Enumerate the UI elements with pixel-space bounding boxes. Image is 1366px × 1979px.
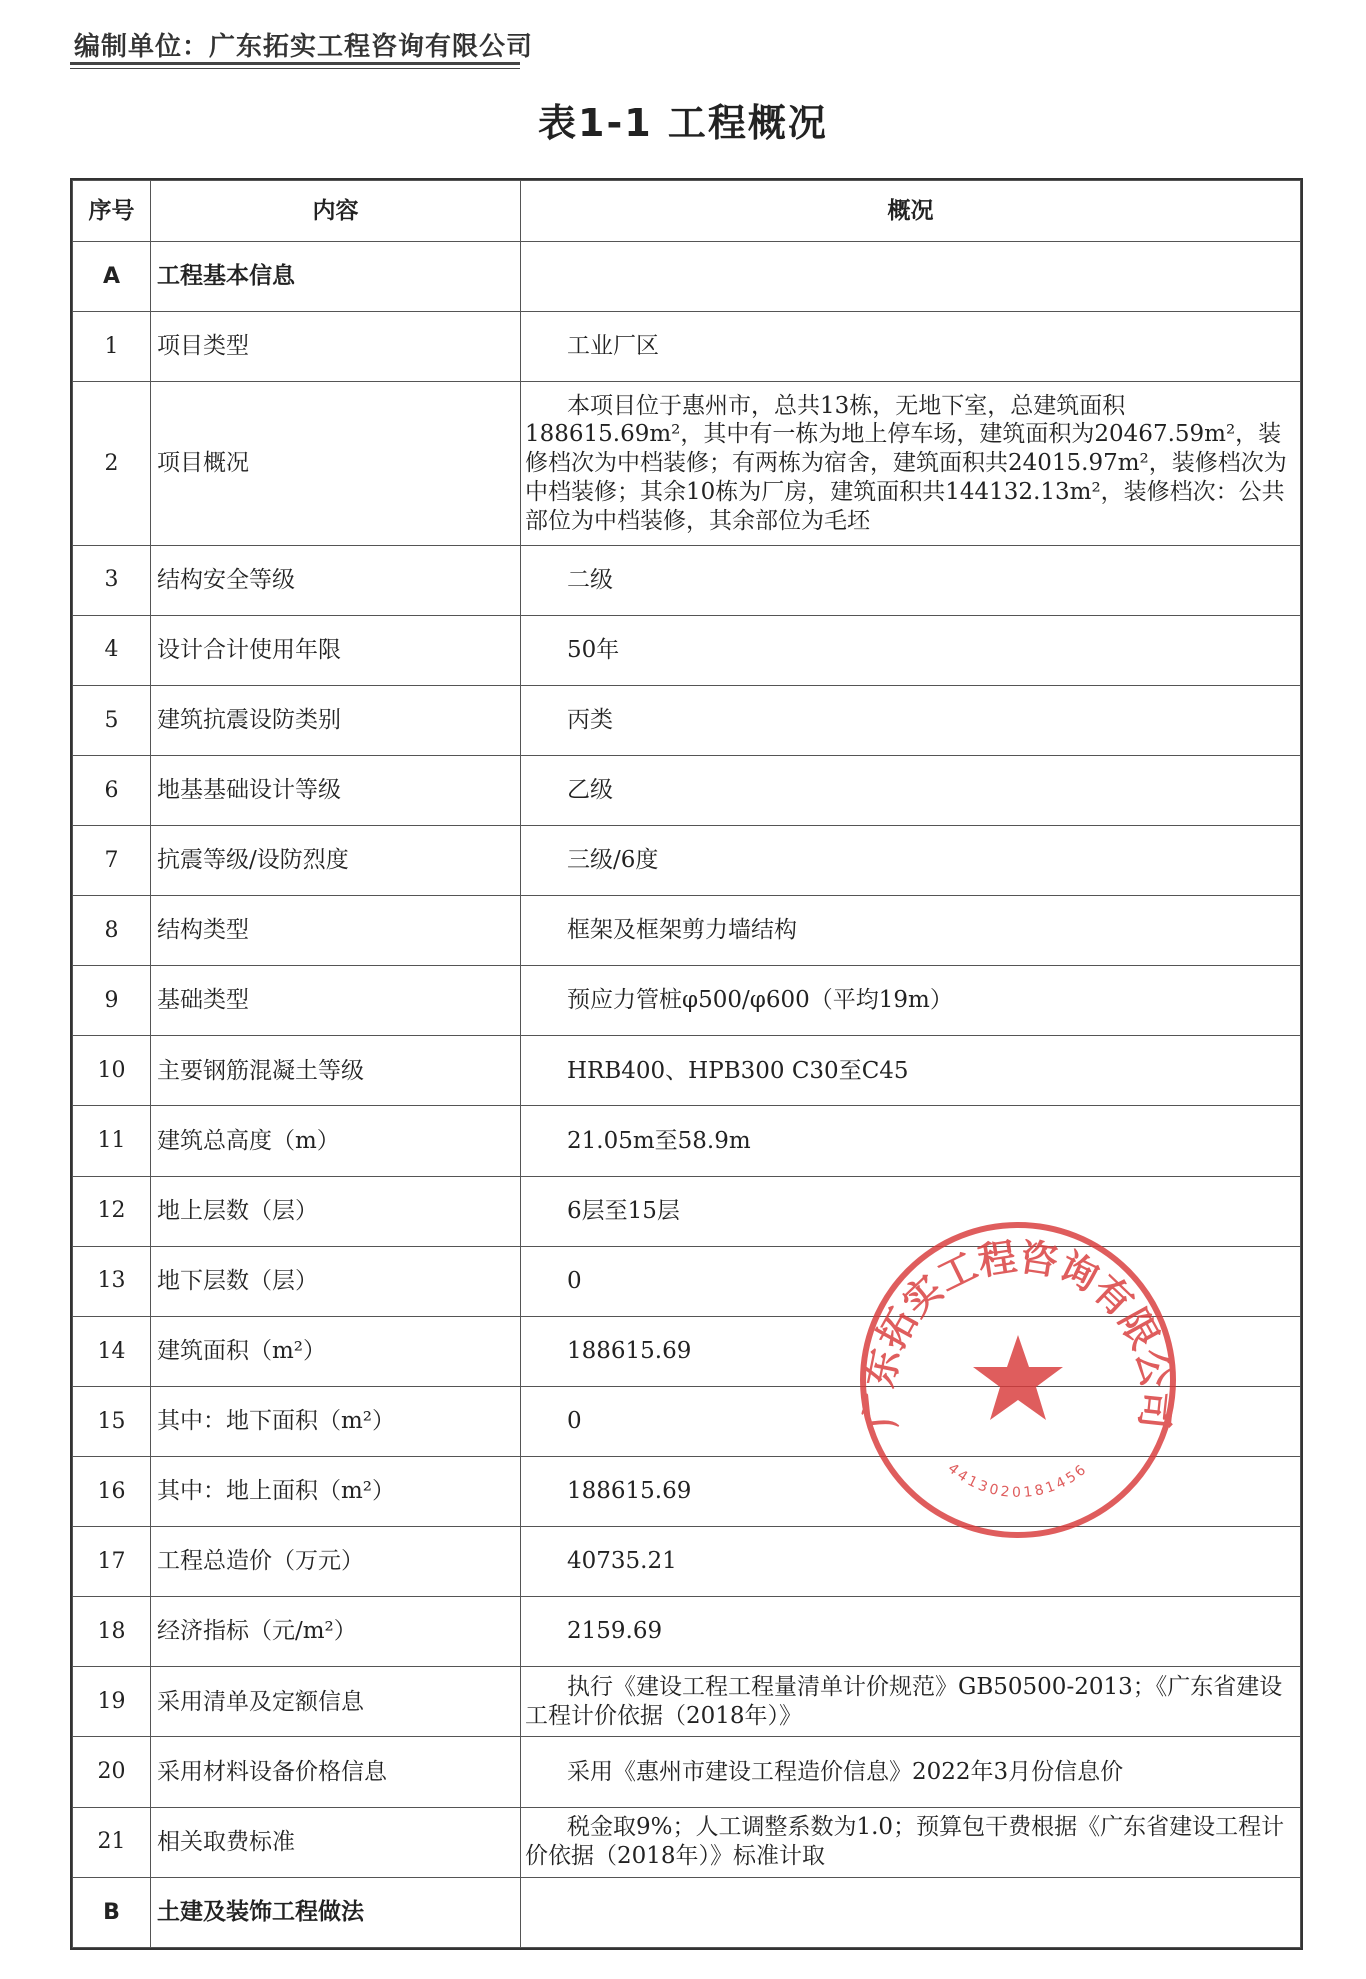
row-summary: 188615.69 <box>521 1316 1301 1386</box>
row-content: 结构类型 <box>151 896 521 966</box>
row-no: 3 <box>73 545 151 615</box>
col-header-summary: 概况 <box>521 181 1301 242</box>
row-summary <box>521 1877 1301 1947</box>
row-summary: 0 <box>521 1246 1301 1316</box>
row-summary: 执行《建设工程工程量清单计价规范》GB50500-2013；《广东省建设工程计价依据（2018年）》 <box>521 1667 1301 1737</box>
row-summary: 二级 <box>521 545 1301 615</box>
row-content: 其中：地上面积（m²） <box>151 1457 521 1527</box>
row-content: 结构安全等级 <box>151 545 521 615</box>
row-summary: 188615.69 <box>521 1457 1301 1527</box>
row-content: 地下层数（层） <box>151 1246 521 1316</box>
row-summary: 预应力管桩φ500/φ600（平均19m） <box>521 966 1301 1036</box>
row-no: 9 <box>73 966 151 1036</box>
table-row <box>73 1106 1301 1176</box>
table-row <box>73 966 1301 1036</box>
row-no: 5 <box>73 685 151 755</box>
row-summary: 丙类 <box>521 685 1301 755</box>
table-row <box>73 685 1301 755</box>
row-summary: 框架及框架剪力墙结构 <box>521 896 1301 966</box>
row-content: 主要钢筋混凝土等级 <box>151 1036 521 1106</box>
row-summary: 50年 <box>521 615 1301 685</box>
company-seal <box>853 1215 1183 1545</box>
row-no: 16 <box>73 1457 151 1527</box>
row-content: 项目概况 <box>151 382 521 545</box>
row-content: 相关取费标准 <box>151 1807 521 1877</box>
project-overview-table <box>70 178 1303 1950</box>
row-content: 其中：地下面积（m²） <box>151 1386 521 1456</box>
row-content: 经济指标（元/m²） <box>151 1597 521 1667</box>
row-summary: 40735.21 <box>521 1527 1301 1597</box>
row-content: 采用清单及定额信息 <box>151 1667 521 1737</box>
table-row <box>73 1737 1301 1807</box>
row-summary: 税金取9%；人工调整系数为1.0；预算包干费根据《广东省建设工程计价依据（2018年）》标准计取 <box>521 1807 1301 1877</box>
table-row <box>73 312 1301 382</box>
row-no: 21 <box>73 1807 151 1877</box>
row-summary: 采用《惠州市建设工程造价信息》2022年3月份信息价 <box>521 1737 1301 1807</box>
row-content: 采用材料设备价格信息 <box>151 1737 521 1807</box>
seal-company-name: 广东拓实工程咨询有限公司 <box>855 1233 1181 1432</box>
row-summary: 0 <box>521 1386 1301 1456</box>
row-content: 工程基本信息 <box>151 242 521 312</box>
row-no: 4 <box>73 615 151 685</box>
row-content: 基础类型 <box>151 966 521 1036</box>
table-row <box>73 1597 1301 1667</box>
row-content: 建筑总高度（m） <box>151 1106 521 1176</box>
table-row <box>73 1667 1301 1737</box>
row-summary: 工业厂区 <box>521 312 1301 382</box>
seal-code: 4413020181456 <box>944 1460 1092 1501</box>
row-summary: 6层至15层 <box>521 1176 1301 1246</box>
table-header-row <box>73 181 1301 242</box>
compiler-underline <box>70 62 520 69</box>
page-title: 表1-1 工程概况 <box>538 101 828 145</box>
row-no: 12 <box>73 1176 151 1246</box>
row-content: 土建及装饰工程做法 <box>151 1877 521 1947</box>
row-summary: 21.05m至58.9m <box>521 1106 1301 1176</box>
row-content: 建筑抗震设防类别 <box>151 685 521 755</box>
table-row <box>73 545 1301 615</box>
row-content: 设计合计使用年限 <box>151 615 521 685</box>
row-content: 建筑面积（m²） <box>151 1316 521 1386</box>
row-no: 20 <box>73 1737 151 1807</box>
compiler-label: 编制单位：广东拓实工程咨询有限公司 <box>74 32 534 62</box>
row-no: 1 <box>73 312 151 382</box>
col-header-no: 序号 <box>73 181 151 242</box>
row-summary <box>521 242 1301 312</box>
row-no: 8 <box>73 896 151 966</box>
row-no: 7 <box>73 826 151 896</box>
row-no: 17 <box>73 1527 151 1597</box>
row-summary: HRB400、HPB300 C30至C45 <box>521 1036 1301 1106</box>
row-summary: 三级/6度 <box>521 826 1301 896</box>
row-content: 抗震等级/设防烈度 <box>151 826 521 896</box>
row-no: 11 <box>73 1106 151 1176</box>
row-no: 18 <box>73 1597 151 1667</box>
row-summary: 2159.69 <box>521 1597 1301 1667</box>
table-row <box>73 896 1301 966</box>
row-summary: 本项目位于惠州市，总共13栋，无地下室，总建筑面积188615.69m²，其中有一栋为地上停车场，建筑面积为20467.59m²，装修档次为中档装修；有两栋为宿舍，建筑面积共24015.97m²，装修档次为中档装修；其余10栋为厂房，建筑面积共144132.13m²，装修档次：公共部位为中档装修，其余部位为毛坯 <box>521 382 1301 545</box>
table-row <box>73 1036 1301 1106</box>
row-no: A <box>73 242 151 312</box>
row-no: 13 <box>73 1246 151 1316</box>
row-no: 6 <box>73 755 151 825</box>
row-content: 地上层数（层） <box>151 1176 521 1246</box>
row-content: 地基基础设计等级 <box>151 755 521 825</box>
seal-star-icon <box>973 1335 1063 1420</box>
row-content: 工程总造价（万元） <box>151 1527 521 1597</box>
row-summary: 乙级 <box>521 755 1301 825</box>
table-row <box>73 242 1301 312</box>
table-row <box>73 1807 1301 1877</box>
table-row <box>73 755 1301 825</box>
row-content: 项目类型 <box>151 312 521 382</box>
row-no: 14 <box>73 1316 151 1386</box>
table-row <box>73 826 1301 896</box>
row-no: 10 <box>73 1036 151 1106</box>
row-no: B <box>73 1877 151 1947</box>
row-no: 2 <box>73 382 151 545</box>
table-row <box>73 615 1301 685</box>
col-header-content: 内容 <box>151 181 521 242</box>
row-no: 19 <box>73 1667 151 1737</box>
row-no: 15 <box>73 1386 151 1456</box>
table-row <box>73 1877 1301 1947</box>
table-row <box>73 382 1301 545</box>
